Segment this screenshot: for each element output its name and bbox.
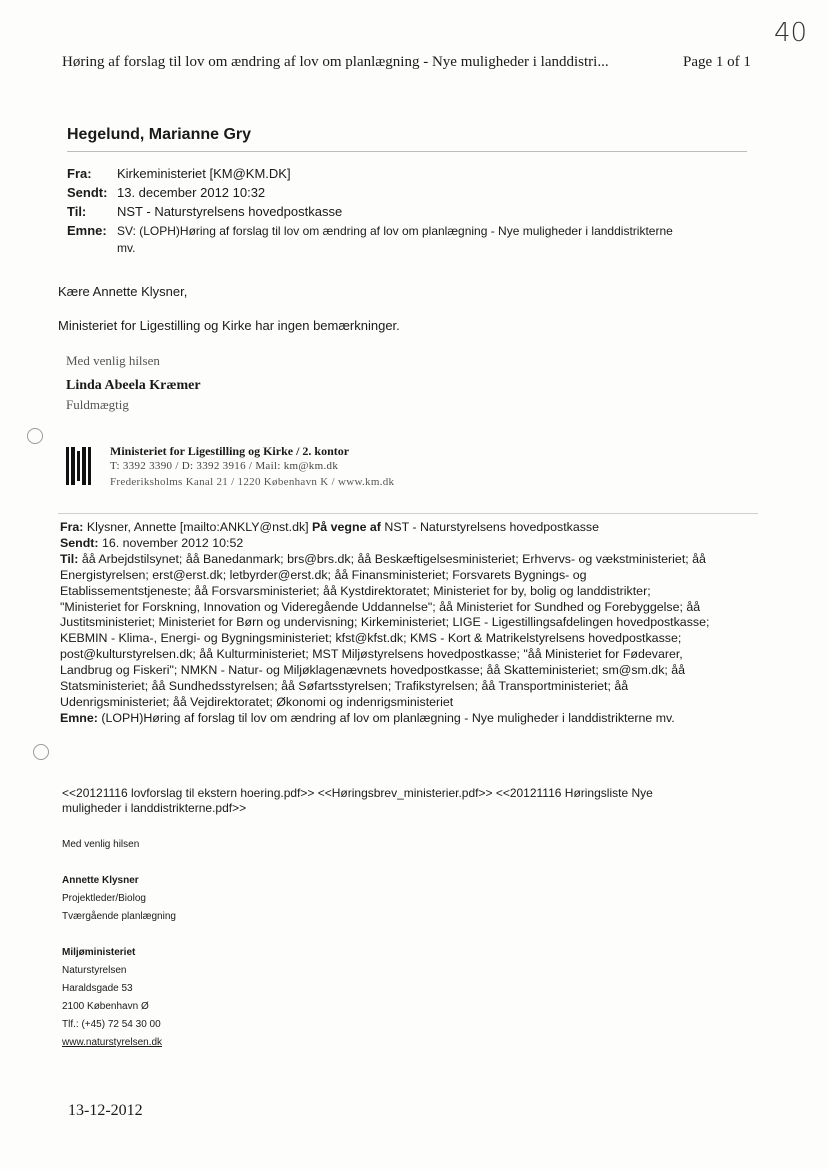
fwd-sent-value: 16. november 2012 10:52 xyxy=(102,535,244,550)
forward-divider xyxy=(58,513,758,514)
fwd-subject-value: (LOPH)Høring af forslag til lov om ændring af lov om planlægning - Nye muligheder i landdistrikterne mv. xyxy=(101,710,675,725)
subject-value-cont: mv. xyxy=(117,241,136,255)
fwd-on-behalf-label: På vegne af xyxy=(312,520,381,534)
fwd-to-line: Landbrug og Fiskeri"; NMKN - Natur- og Miljøklagenævnets hovedpostkasse; åå Skatteministeriet; sm@sm.dk; åå xyxy=(60,663,686,678)
punch-hole xyxy=(27,428,43,444)
sender-phone: Tlf.: (+45) 72 54 30 00 xyxy=(62,1019,161,1030)
sender-title: Projektleder/Biolog xyxy=(62,893,146,904)
punch-hole xyxy=(33,744,49,760)
fwd-to-label: Til: xyxy=(60,551,79,566)
ministry-logo-icon xyxy=(66,447,91,485)
fwd-to-line: Justitsministeriet; Ministeriet for Børn og undervisning; Kirkeministeriet; LIGE - Ligestillingsafdelingen hovedpostkasse; xyxy=(60,615,710,630)
print-date: 13-12-2012 xyxy=(68,1102,143,1119)
fwd-to-line: KEBMIN - Klima-, Energi- og Bygningsministeriet; kfst@kfst.dk; KMS - Kort & Matrikelstyrelsens hovedpostkasse; xyxy=(60,631,682,646)
signer-name: Linda Abeela Kræmer xyxy=(66,378,201,393)
fwd-to-line: Etablissementstjeneste; åå Forsvarsministeriet; åå Kystdirektoratet; Ministeriet for by, bolig og landdistrikter; xyxy=(60,583,651,598)
forwarded-header xyxy=(60,520,760,727)
fwd-to-line: Statsministeriet; åå Sundhedsstyrelsen; åå Søfartsstyrelsen; Trafikstyrelsen; åå Transportministeriet; åå xyxy=(60,679,629,694)
ministry-org-line: Ministeriet for Ligestilling og Kirke / 2. kontor xyxy=(110,444,350,458)
from-value: Kirkeministeriet [KM@KM.DK] xyxy=(117,166,291,181)
fwd-to-line: Energistyrelsen; erst@erst.dk; letbyrder@erst.dk; åå Finansministeriet; Forsvarets Bygnings- og xyxy=(60,567,587,582)
greeting: Kære Annette Klysner, xyxy=(58,284,188,299)
fwd-to-line: post@kulturstyrelsen.dk; åå Kulturministeriet; MST Miljøstyrelsens hovedpostkasse; "åå Ministeriet for Fødevarer, xyxy=(60,647,683,662)
fwd-to-line: Udenrigsministeriet; åå Vejdirektoratet; Økonomi og indenrigsministeriet xyxy=(60,694,454,709)
fwd-to-line: "Ministeriet for Forskning, Innovation og Videregående Uddannelse"; åå Ministeriet for Sundhed og Forebyggelse; åå xyxy=(60,599,701,614)
to-value: NST - Naturstyrelsens hovedpostkasse xyxy=(117,204,343,219)
sender-agency: Naturstyrelsen xyxy=(62,965,127,976)
fwd-to-line: åå Arbejdstilsynet; åå Banedanmark; brs@brs.dk; åå Beskæftigelsesministeriet; Erhvervs- og vækstministeriet; åå xyxy=(81,551,706,566)
sender-street: Haraldsgade 53 xyxy=(62,983,133,994)
subject-value: SV: (LOPH)Høring af forslag til lov om ændring af lov om planlægning - Nye muligheder i landdistrikterne xyxy=(117,224,673,238)
sender-website-link[interactable]: www.naturstyrelsen.dk xyxy=(62,1037,163,1048)
subject-label: Emne: xyxy=(67,223,107,238)
from-label: Fra: xyxy=(67,166,92,181)
reply-body: Ministeriet for Ligestilling og Kirke har ingen bemærkninger. xyxy=(58,318,400,333)
sent-value: 13. december 2012 10:32 xyxy=(117,185,266,200)
fwd-on-behalf-value: NST - Naturstyrelsens hovedpostkasse xyxy=(384,520,600,534)
top-email-header xyxy=(67,164,673,255)
mailbox-owner-name: Hegelund, Marianne Gry xyxy=(67,126,252,143)
attachment-line[interactable]: muligheder i landdistrikterne.pdf>> xyxy=(62,801,247,815)
to-label: Til: xyxy=(67,204,87,219)
print-header-page: Page 1 of 1 xyxy=(683,54,751,70)
header-divider xyxy=(67,151,747,152)
fwd-from-label: Fra: xyxy=(60,520,84,534)
attachment-line[interactable]: <<20121116 lovforslag til ekstern hoering.pdf>> <<Høringsbrev_ministerier.pdf>> <<20121116 Høringsliste Nye xyxy=(62,786,653,800)
fwd-sent-label: Sendt: xyxy=(60,535,99,550)
print-header-title: Høring af forslag til lov om ændring af lov om planlægning - Nye muligheder i landdistri... xyxy=(62,54,609,70)
ministry-address-line: Frederiksholms Kanal 21 / 1220 København K / www.km.dk xyxy=(110,476,395,488)
sent-label: Sendt: xyxy=(67,185,108,200)
attachments-list xyxy=(62,786,653,816)
reply-closing: Med venlig hilsen xyxy=(66,353,160,368)
signer-title: Fuldmægtig xyxy=(66,397,129,412)
sender-department: Tværgående planlægning xyxy=(62,911,176,922)
fwd-subject-label: Emne: xyxy=(60,710,98,725)
handwritten-page-number: 40 xyxy=(774,18,808,48)
ministry-contact-line: T: 3392 3390 / D: 3392 3916 / Mail: km@km.dk xyxy=(110,460,339,472)
sender-closing: Med venlig hilsen xyxy=(62,839,140,850)
sender-city: 2100 København Ø xyxy=(62,1001,149,1012)
sender-ministry: Miljøministeriet xyxy=(62,947,136,958)
fwd-from-value: Klysner, Annette [mailto:ANKLY@nst.dk] xyxy=(86,520,309,534)
sender-name: Annette Klysner xyxy=(62,875,139,886)
